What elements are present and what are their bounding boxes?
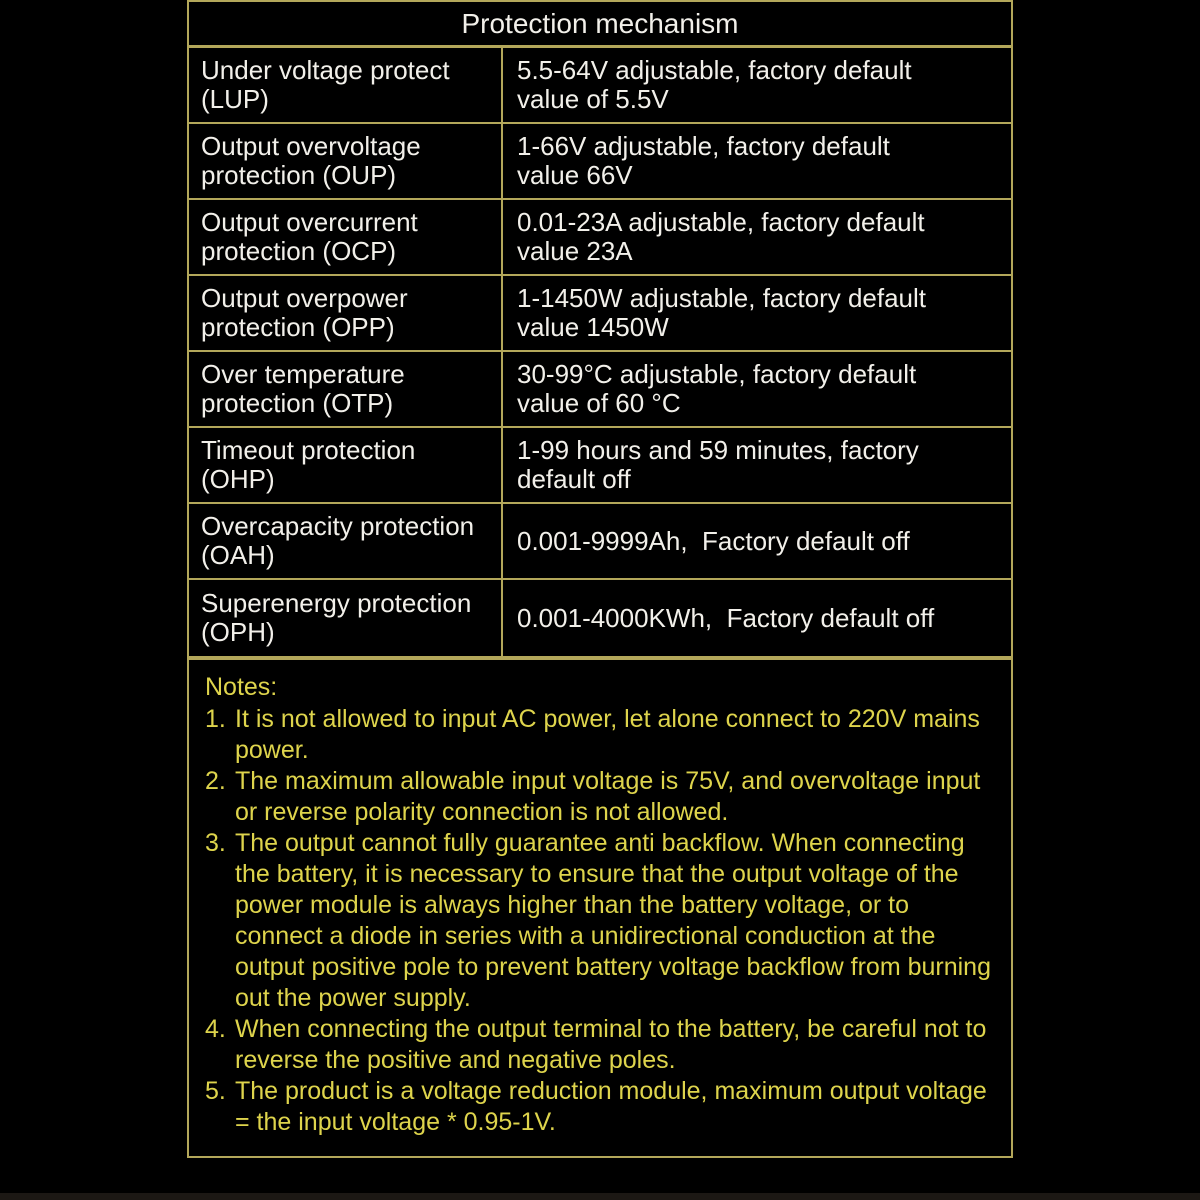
- value-line: 5.5-64V adjustable, factory default: [517, 55, 912, 85]
- value-line: 0.01-23A adjustable, factory default: [517, 207, 925, 237]
- note-item: [205, 766, 999, 828]
- label-line: Over temperature: [201, 359, 405, 389]
- protection-value-cell: [503, 428, 1011, 502]
- table-row: [189, 352, 1011, 428]
- protection-type-cell: [189, 200, 503, 274]
- label-line: Output overcurrent: [201, 207, 418, 237]
- value-line: value 23A: [517, 236, 633, 266]
- label-line: Superenergy protection: [201, 588, 472, 618]
- table-row: [189, 276, 1011, 352]
- note-number: 2.: [205, 767, 226, 795]
- note-item: [205, 704, 999, 766]
- note-number: 1.: [205, 705, 226, 733]
- protection-type-cell: [189, 124, 503, 198]
- label-line: (OPH): [201, 617, 275, 647]
- value-line: 1-66V adjustable, factory default: [517, 131, 890, 161]
- note-item: [205, 1076, 999, 1138]
- protection-type-cell: [189, 276, 503, 350]
- protection-type-cell: [189, 48, 503, 122]
- protection-table: [187, 0, 1013, 658]
- notes-heading: Notes:: [205, 673, 278, 701]
- value-line: 1-99 hours and 59 minutes, factory: [517, 435, 919, 465]
- note-text: The maximum allowable input voltage is 75V, and overvoltage input or reverse polarity connection is not allowed.: [235, 767, 981, 826]
- value-line: value 1450W: [517, 312, 669, 342]
- note-item: [205, 1014, 999, 1076]
- spec-sheet: [187, 0, 1013, 1158]
- protection-type-cell: [189, 580, 503, 656]
- note-number: 3.: [205, 829, 226, 857]
- notes-panel: [187, 658, 1013, 1158]
- value-line: 0.001-9999Ah, Factory default off: [517, 525, 910, 556]
- note-number: 4.: [205, 1015, 226, 1043]
- label-line: protection (OTP): [201, 388, 394, 418]
- value-line: 0.001-4000KWh, Factory default off: [517, 602, 935, 633]
- protection-value-cell: [503, 124, 1011, 198]
- value-line: 1-1450W adjustable, factory default: [517, 283, 927, 313]
- label-line: Timeout protection: [201, 435, 416, 465]
- table-row: [189, 48, 1011, 124]
- note-number: 5.: [205, 1077, 226, 1105]
- value-line: value of 60 °C: [517, 388, 681, 418]
- protection-value-cell: [503, 504, 1011, 578]
- label-line: (OHP): [201, 464, 275, 494]
- table-title-row: [189, 2, 1011, 48]
- label-line: Output overvoltage: [201, 131, 421, 161]
- protection-value-cell: [503, 48, 1011, 122]
- protection-value-cell: [503, 580, 1011, 656]
- label-line: Under voltage protect: [201, 55, 450, 85]
- protection-value-cell: [503, 276, 1011, 350]
- label-line: Overcapacity protection: [201, 511, 475, 541]
- note-text: It is not allowed to input AC power, let alone connect to 220V mains power.: [235, 705, 980, 764]
- protection-type-cell: [189, 428, 503, 502]
- value-line: default off: [517, 464, 631, 494]
- bottom-edge-strip: [0, 1193, 1200, 1200]
- protection-type-cell: [189, 352, 503, 426]
- value-line: 30-99°C adjustable, factory default: [517, 359, 917, 389]
- value-line: value 66V: [517, 160, 633, 190]
- label-line: protection (OPP): [201, 312, 395, 342]
- value-line: value of 5.5V: [517, 84, 669, 114]
- note-text: When connecting the output terminal to the battery, be careful not to reverse the positive and negative poles.: [235, 1015, 987, 1074]
- note-item: [205, 828, 999, 1014]
- table-row: [189, 504, 1011, 580]
- table-row: [189, 580, 1011, 656]
- protection-type-cell: [189, 504, 503, 578]
- table-row: [189, 200, 1011, 276]
- label-line: protection (OUP): [201, 160, 397, 190]
- label-line: protection (OCP): [201, 236, 397, 266]
- label-line: (LUP): [201, 84, 269, 114]
- table-row: [189, 428, 1011, 504]
- note-text: The output cannot fully guarantee anti backflow. When connecting the battery, it is necessary to ensure that the output voltage of the power module is always higher than the battery voltage, or to connect a diode in series with a unidirectional conduction at the output positive pole to prevent battery voltage backflow from burning out the power supply.: [235, 829, 991, 1012]
- page-title: Protection mechanism: [461, 7, 739, 39]
- label-line: Output overpower: [201, 283, 408, 313]
- note-text: The product is a voltage reduction module, maximum output voltage = the input voltage * 0.95-1V.: [235, 1077, 987, 1136]
- label-line: (OAH): [201, 540, 275, 570]
- protection-value-cell: [503, 352, 1011, 426]
- protection-value-cell: [503, 200, 1011, 274]
- table-row: [189, 124, 1011, 200]
